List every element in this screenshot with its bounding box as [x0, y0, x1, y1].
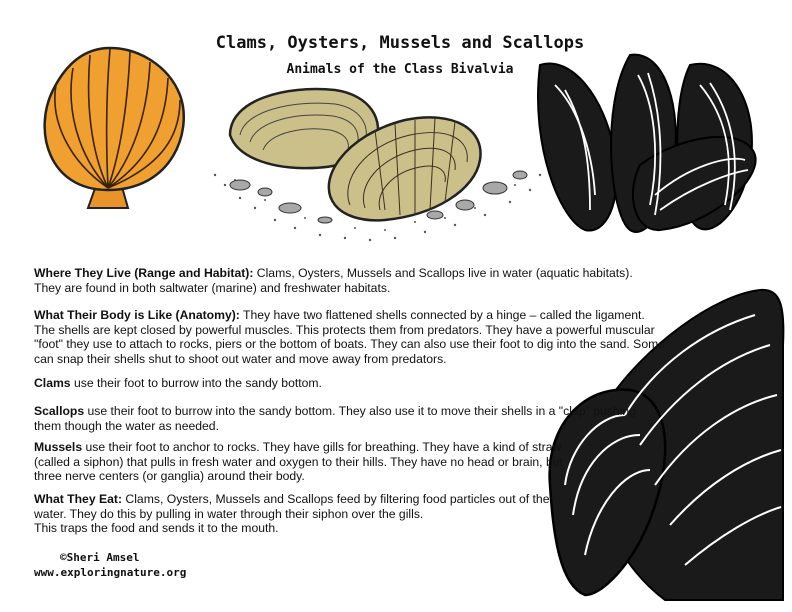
anatomy-section — [34, 308, 665, 366]
mussels-text-line: (called a siphon) that pulls in fresh water and oxygen to their hills. They have no head or brain, but — [34, 454, 563, 469]
habitat-text-line: They are found in both saltwater (marine) and freshwater habitats. — [34, 280, 391, 295]
anatomy-heading: What Their Body is Like (Anatomy): — [34, 308, 240, 322]
habitat-section — [34, 266, 633, 295]
scallop-shell-illustration — [28, 40, 198, 210]
diet-text-line: This traps the food and sends it to the mouth. — [34, 521, 279, 536]
mussels-text-line: three nerve centers (or ganglia) around their body. — [34, 469, 305, 484]
anatomy-text-line: They have two flattened shells connected by a hinge – called the ligament. — [239, 308, 645, 322]
clams-heading: Clams — [34, 376, 71, 390]
website-link[interactable]: www.exploringnature.org — [34, 566, 187, 579]
clam-shells-illustration — [195, 80, 555, 255]
anatomy-text-line: "foot" they use to attach to rocks, piers or the bottom of boats. They can also use their foot to dig into the sand. Some — [34, 337, 666, 352]
mussel-shells-illustration — [530, 45, 770, 245]
scallops-text-line: them though the water as needed. — [34, 418, 219, 433]
author-credit: ©Sheri Amsel — [60, 551, 140, 564]
anatomy-text-line: can snap their shells shut to shoot out water and move away from predators. — [34, 351, 447, 366]
scallops-section — [34, 404, 636, 433]
mussels-text-line: use their foot to anchor to rocks. They have gills for breathing. They have a kind of straw — [82, 440, 562, 454]
clams-section — [34, 376, 322, 391]
clams-text-line: use their foot to burrow into the sandy bottom. — [70, 376, 322, 390]
diet-section — [34, 492, 549, 536]
habitat-text-line: Clams, Oysters, Mussels and Scallops live in water (aquatic habitats). — [253, 266, 633, 280]
anatomy-text-line: The shells are kept closed by powerful muscles. This protects them from predators. They have a powerful muscular — [34, 322, 655, 337]
habitat-heading: Where They Live (Range and Habitat): — [34, 266, 254, 280]
scallops-text-line: use their foot to burrow into the sandy bottom. They also use it to move their shells in a "clap" pushing — [84, 404, 636, 418]
page-subtitle: Animals of the Class Bivalvia — [286, 62, 514, 77]
credit-block — [34, 550, 186, 580]
diet-text-line: Clams, Oysters, Mussels and Scallops feed by filtering food particles out of the — [122, 492, 550, 506]
diet-text-line: water. They do this by pulling in water through their siphon over the gills. — [34, 506, 424, 521]
diet-heading: What They Eat: — [34, 492, 123, 506]
mussels-heading: Mussels — [34, 440, 83, 454]
page-title: Clams, Oysters, Mussels and Scallops — [215, 33, 585, 53]
scallops-heading: Scallops — [34, 404, 85, 418]
mussels-section — [34, 440, 563, 484]
